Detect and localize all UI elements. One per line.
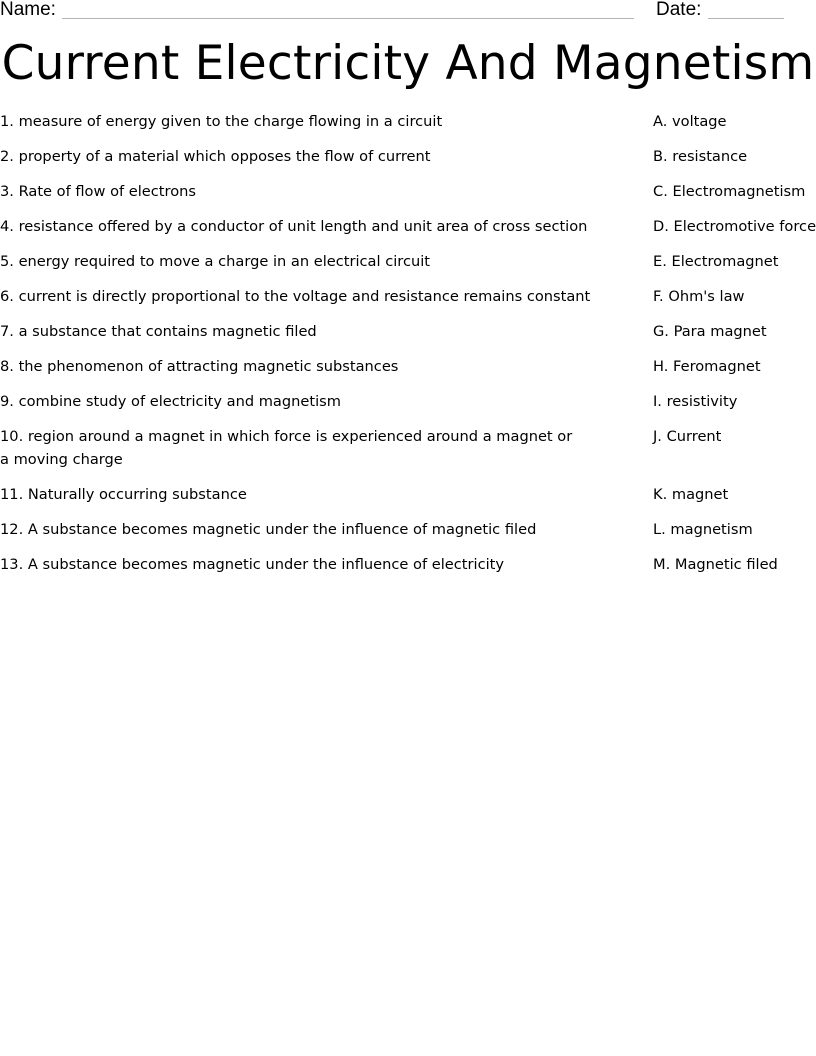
answer-item: A. voltage (653, 113, 727, 130)
answer-item: K. magnet (653, 486, 729, 503)
clue-item: 12. A substance becomes magnetic under the influence of magnetic filed (0, 521, 537, 538)
clue-item: 5. energy required to move a charge in an electrical circuit (0, 253, 431, 270)
clue-item: 3. Rate of flow of electrons (0, 183, 196, 200)
answer-item: M. Magnetic filed (653, 556, 778, 573)
clue-item: 4. resistance offered by a conductor of unit length and unit area of cross section (0, 218, 588, 235)
answer-item: F. Ohm's law (653, 288, 745, 305)
answer-item: I. resistivity (653, 393, 738, 410)
clue-item: 9. combine study of electricity and magnetism (0, 393, 341, 410)
clue-item: 8. the phenomenon of attracting magnetic substances (0, 358, 399, 375)
name-blank-line (62, 18, 634, 19)
name-label: Name: (0, 0, 56, 20)
answer-item: C. Electromagnetism (653, 183, 806, 200)
answer-item: H. Feromagnet (653, 358, 761, 375)
date-blank-line (708, 18, 784, 19)
worksheet-title: Current Electricity And Magnetism (1, 36, 815, 91)
clue-item: 2. property of a material which opposes the flow of current (0, 148, 431, 165)
clue-item: 7. a substance that contains magnetic filed (0, 323, 317, 340)
clue-item: 6. current is directly proportional to the voltage and resistance remains constant (0, 288, 591, 305)
answer-item: L. magnetism (653, 521, 753, 538)
date-label: Date: (656, 0, 702, 20)
answer-list (653, 110, 816, 588)
clue-item: 10. region around a magnet in which force is experienced around a magnet or a moving charge (0, 428, 573, 468)
answer-item: J. Current (653, 428, 722, 445)
worksheet-header (0, 0, 816, 24)
clue-item: 11. Naturally occurring substance (0, 486, 247, 503)
clue-item: 1. measure of energy given to the charge flowing in a circuit (0, 113, 443, 130)
clue-item: 13. A substance becomes magnetic under the influence of electricity (0, 556, 505, 573)
clue-list (0, 110, 600, 588)
answer-item: E. Electromagnet (653, 253, 779, 270)
answer-item: D. Electromotive force (653, 218, 816, 235)
answer-item: B. resistance (653, 148, 748, 165)
answer-item: G. Para magnet (653, 323, 767, 340)
